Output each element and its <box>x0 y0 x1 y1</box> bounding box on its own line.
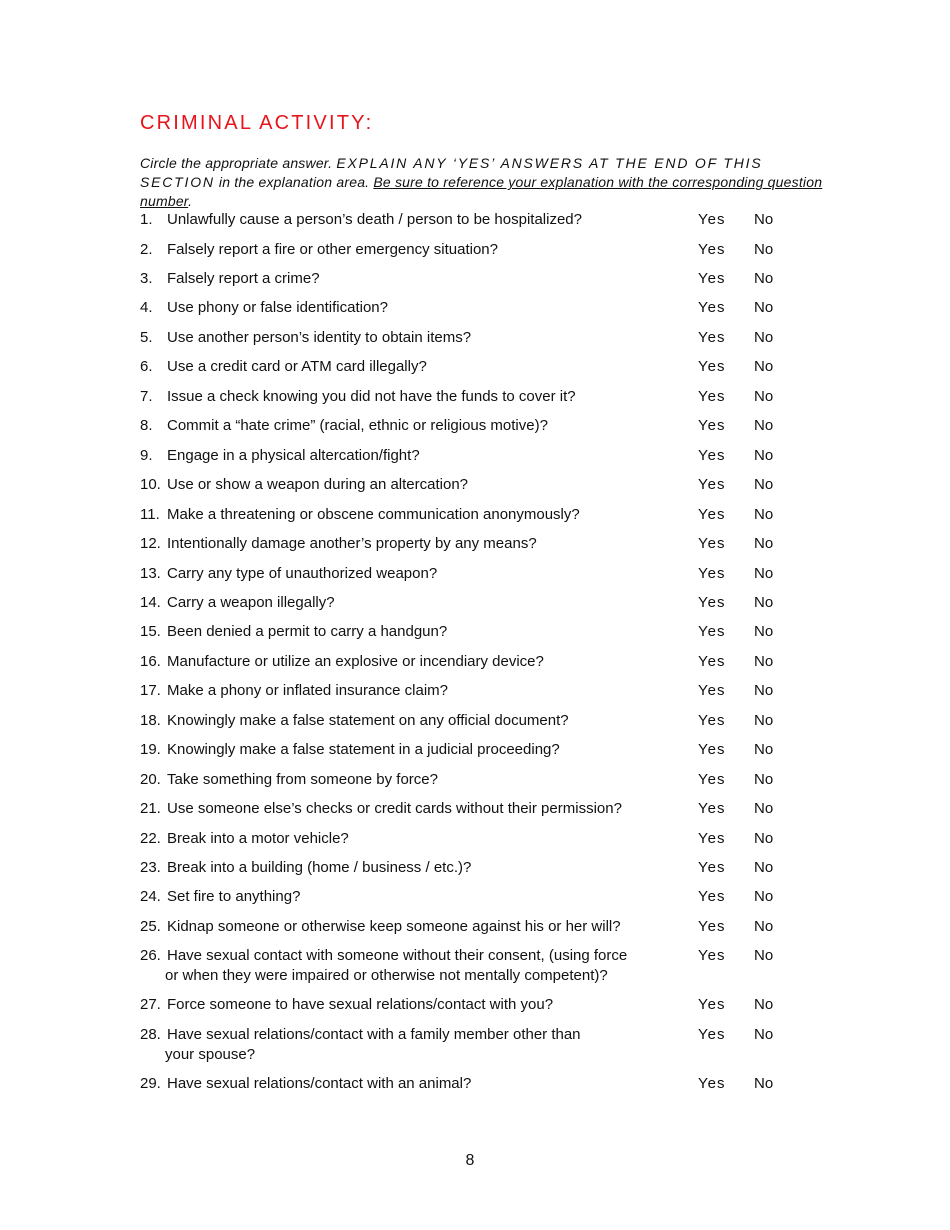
question-text-line: Use someone else’s checks or credit cards without their permission? <box>167 800 622 817</box>
answer-yes[interactable]: Yes <box>698 1075 726 1092</box>
question-number: 23. <box>140 859 161 876</box>
answer-no[interactable]: No <box>754 859 774 876</box>
answer-yes[interactable]: Yes <box>698 712 726 729</box>
question-number: 5. <box>140 329 153 346</box>
answer-yes[interactable]: Yes <box>698 741 726 758</box>
question-text-line: Use a credit card or ATM card illegally? <box>167 358 427 375</box>
question-number: 29. <box>140 1075 161 1092</box>
question-text-line: Kidnap someone or otherwise keep someone against his or her will? <box>167 918 621 935</box>
question-number: 2. <box>140 241 153 258</box>
question-text <box>167 534 687 554</box>
question-text <box>167 387 687 407</box>
answer-no[interactable]: No <box>754 270 774 287</box>
answer-no[interactable]: No <box>754 1026 774 1043</box>
question-text <box>167 564 687 584</box>
answer-no[interactable]: No <box>754 299 774 316</box>
question-text-line: Have sexual contact with someone without their consent, (using force <box>167 947 628 964</box>
answer-no[interactable]: No <box>754 417 774 434</box>
question-number: 25. <box>140 918 161 935</box>
question-number: 21. <box>140 800 161 817</box>
answer-yes[interactable]: Yes <box>698 771 726 788</box>
question-number: 16. <box>140 653 161 670</box>
answer-no[interactable]: No <box>754 712 774 729</box>
question-number: 17. <box>140 682 161 699</box>
question-text <box>167 652 687 672</box>
answer-yes[interactable]: Yes <box>698 329 726 346</box>
question-text <box>167 622 687 642</box>
question-number: 24. <box>140 888 161 905</box>
question-text-line: Falsely report a crime? <box>167 270 320 287</box>
question-number: 20. <box>140 771 161 788</box>
answer-yes[interactable]: Yes <box>698 918 726 935</box>
question-text-line: Manufacture or utilize an explosive or incendiary device? <box>167 653 544 670</box>
answer-yes[interactable]: Yes <box>698 565 726 582</box>
answer-yes[interactable]: Yes <box>698 682 726 699</box>
answer-no[interactable]: No <box>754 653 774 670</box>
question-number: 1. <box>140 211 153 228</box>
question-text <box>167 505 687 525</box>
instructions <box>140 154 830 211</box>
question-text <box>167 269 687 289</box>
answer-yes[interactable]: Yes <box>698 299 726 316</box>
answer-yes[interactable]: Yes <box>698 996 726 1013</box>
question-text-line: Carry a weapon illegally? <box>167 594 335 611</box>
question-number: 14. <box>140 594 161 611</box>
question-text-line: Falsely report a fire or other emergency situation? <box>167 241 498 258</box>
answer-yes[interactable]: Yes <box>698 388 726 405</box>
question-text-line: Force someone to have sexual relations/contact with you? <box>167 996 554 1013</box>
question-text-line: Make a threatening or obscene communication anonymously? <box>167 506 580 523</box>
answer-no[interactable]: No <box>754 1075 774 1092</box>
question-text <box>167 1074 687 1094</box>
question-text-line: Have sexual relations/contact with a family member other than <box>167 1026 581 1043</box>
question-text-line: Take something from someone by force? <box>167 771 438 788</box>
answer-yes[interactable]: Yes <box>698 447 726 464</box>
question-number: 13. <box>140 565 161 582</box>
question-text <box>167 357 687 377</box>
question-text <box>167 328 687 348</box>
question-text <box>167 593 687 613</box>
question-number: 9. <box>140 447 153 464</box>
question-text-line: Unlawfully cause a person’s death / person to be hospitalized? <box>167 211 582 228</box>
answer-no[interactable]: No <box>754 594 774 611</box>
question-number: 7. <box>140 388 153 405</box>
question-number: 27. <box>140 996 161 1013</box>
answer-yes[interactable]: Yes <box>698 476 726 493</box>
question-number: 10. <box>140 476 161 493</box>
question-text-line: Commit a “hate crime” (racial, ethnic or religious motive)? <box>167 417 548 434</box>
answer-yes[interactable]: Yes <box>698 270 726 287</box>
question-text-line: Use another person’s identity to obtain items? <box>167 329 472 346</box>
answer-no[interactable]: No <box>754 565 774 582</box>
page-number: 8 <box>465 1152 475 1169</box>
answer-yes[interactable]: Yes <box>698 947 726 964</box>
question-text-line: Issue a check knowing you did not have the funds to cover it? <box>167 388 576 405</box>
question-text-line: Engage in a physical altercation/fight? <box>167 447 420 464</box>
answer-yes[interactable]: Yes <box>698 859 726 876</box>
question-number: 28. <box>140 1026 161 1043</box>
question-number: 19. <box>140 741 161 758</box>
question-text-line: Use or show a weapon during an altercation? <box>167 476 469 493</box>
answer-no[interactable]: No <box>754 623 774 640</box>
question-text-line: your spouse? <box>165 1045 256 1063</box>
answer-no[interactable]: No <box>754 800 774 817</box>
question-text-line: Knowingly make a false statement in a judicial proceeding? <box>167 741 560 758</box>
answer-no[interactable]: No <box>754 476 774 493</box>
question-text <box>167 770 687 790</box>
answer-yes[interactable]: Yes <box>698 506 726 523</box>
question-text <box>167 240 687 260</box>
answer-yes[interactable]: Yes <box>698 535 726 552</box>
answer-yes[interactable]: Yes <box>698 888 726 905</box>
instructions-end: . <box>188 193 193 209</box>
question-text <box>167 446 687 466</box>
question-number: 12. <box>140 535 161 552</box>
question-text <box>167 858 687 878</box>
answer-no[interactable]: No <box>754 447 774 464</box>
answer-yes[interactable]: Yes <box>698 358 726 375</box>
section-title: CRIMINAL ACTIVITY: <box>140 112 374 134</box>
question-text <box>167 298 687 318</box>
question-number: 15. <box>140 623 161 640</box>
question-number: 3. <box>140 270 153 287</box>
question-text <box>167 416 687 436</box>
question-number: 6. <box>140 358 153 375</box>
question-text <box>167 1025 687 1064</box>
question-text <box>167 995 687 1015</box>
answer-no[interactable]: No <box>754 211 774 228</box>
question-text-line: Break into a motor vehicle? <box>167 830 349 847</box>
answer-no[interactable]: No <box>754 388 774 405</box>
question-text-line: Make a phony or inflated insurance claim? <box>167 682 448 699</box>
answer-no[interactable]: No <box>754 506 774 523</box>
question-text-line: Intentionally damage another’s property by any means? <box>167 535 537 552</box>
question-text <box>167 711 687 731</box>
question-number: 8. <box>140 417 153 434</box>
answer-yes[interactable]: Yes <box>698 417 726 434</box>
answer-no[interactable]: No <box>754 241 774 258</box>
answer-no[interactable]: No <box>754 535 774 552</box>
answer-yes[interactable]: Yes <box>698 830 726 847</box>
answer-yes[interactable]: Yes <box>698 800 726 817</box>
question-text <box>167 740 687 760</box>
instructions-lead: Circle the appropriate answer. <box>140 155 337 171</box>
answer-no[interactable]: No <box>754 358 774 375</box>
answer-yes[interactable]: Yes <box>698 211 726 228</box>
question-text <box>167 946 687 985</box>
answer-no[interactable]: No <box>754 682 774 699</box>
question-text-line: Been denied a permit to carry a handgun? <box>167 623 448 640</box>
answer-no[interactable]: No <box>754 329 774 346</box>
question-text <box>167 475 687 495</box>
question-text <box>167 799 687 819</box>
answer-yes[interactable]: Yes <box>698 594 726 611</box>
question-text <box>167 829 687 849</box>
instructions-reference: Be sure to reference your explanation with the corresponding question number <box>140 174 823 209</box>
answer-yes[interactable]: Yes <box>698 653 726 670</box>
question-text <box>167 887 687 907</box>
answer-yes[interactable]: Yes <box>698 623 726 640</box>
answer-yes[interactable]: Yes <box>698 1026 726 1043</box>
answer-yes[interactable]: Yes <box>698 241 726 258</box>
question-text-line: Knowingly make a false statement on any official document? <box>167 712 569 729</box>
question-text <box>167 681 687 701</box>
question-text-line: or when they were impaired or otherwise not mentally competent)? <box>165 966 608 984</box>
question-text-line: Have sexual relations/contact with an animal? <box>167 1075 472 1092</box>
question-text-line: Break into a building (home / business / etc.)? <box>167 859 472 876</box>
question-text-line: Carry any type of unauthorized weapon? <box>167 565 438 582</box>
question-number: 4. <box>140 299 153 316</box>
answer-no[interactable]: No <box>754 771 774 788</box>
answer-no[interactable]: No <box>754 741 774 758</box>
question-number: 11. <box>140 506 160 523</box>
question-text <box>167 210 687 230</box>
answer-no[interactable]: No <box>754 918 774 935</box>
answer-no[interactable]: No <box>754 830 774 847</box>
question-number: 18. <box>140 712 161 729</box>
question-number: 26. <box>140 947 161 964</box>
answer-no[interactable]: No <box>754 888 774 905</box>
question-text-line: Set fire to anything? <box>167 888 301 905</box>
question-text <box>167 917 687 937</box>
instructions-area: in the explanation area. <box>214 174 374 190</box>
answer-no[interactable]: No <box>754 996 774 1013</box>
answer-no[interactable]: No <box>754 947 774 964</box>
question-number: 22. <box>140 830 161 847</box>
question-text-line: Use phony or false identification? <box>167 299 388 316</box>
instructions-explain: EXPLAIN ANY ‘YES’ ANSWERS AT THE END OF THIS SECTION <box>140 155 763 190</box>
